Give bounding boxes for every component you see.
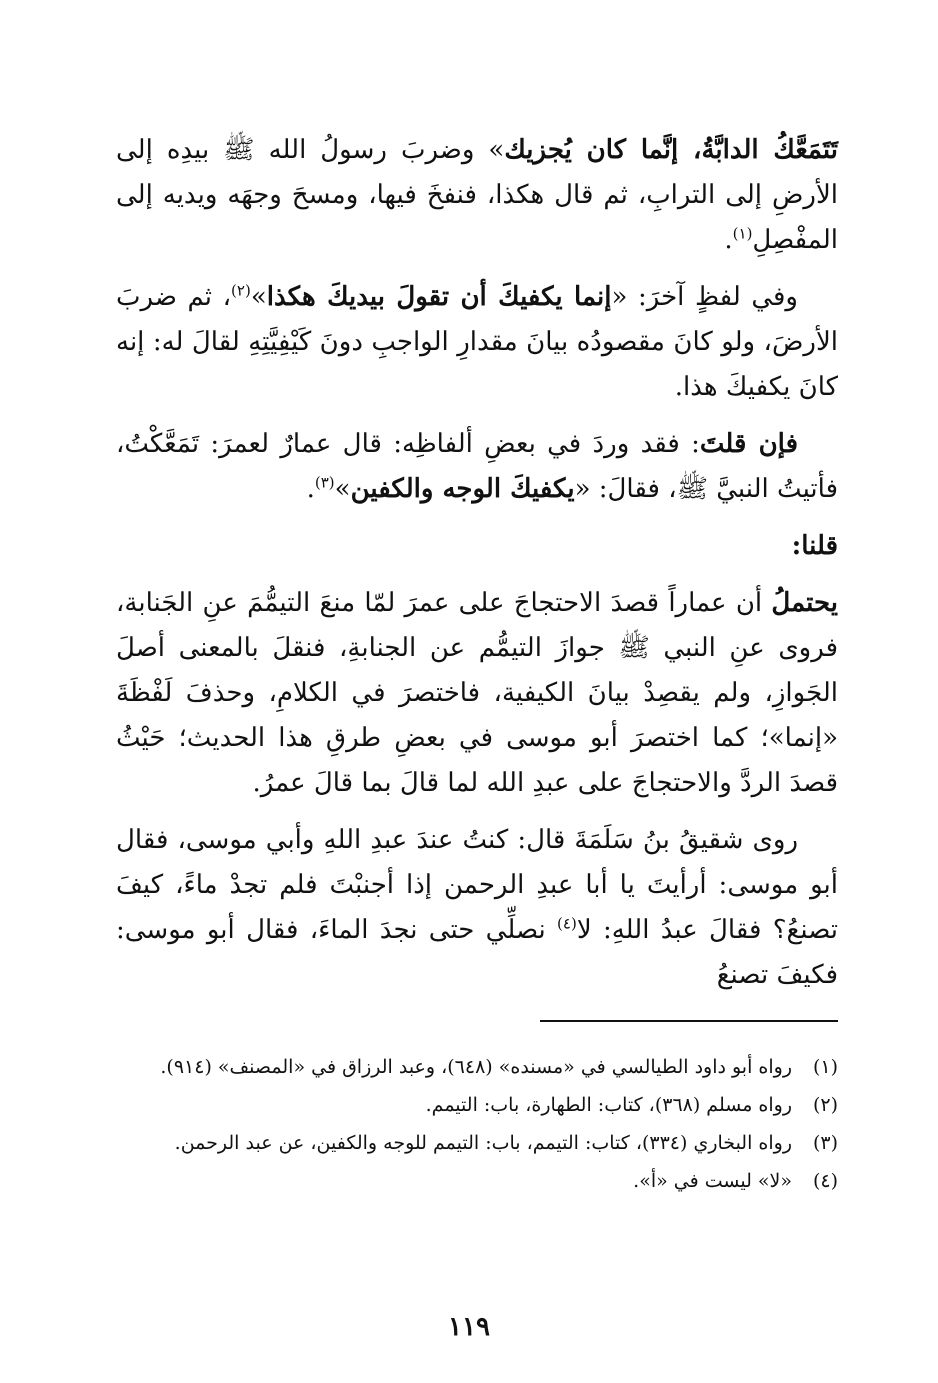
footnote-ref-1[interactable]: (١) <box>732 224 753 243</box>
text-run: » <box>334 474 351 504</box>
bold-phrase: يحتملُ <box>771 588 838 618</box>
footnotes <box>103 1050 838 1202</box>
footnote-item <box>103 1164 838 1198</box>
footnote-number: (٢) <box>812 1094 838 1116</box>
footnote-item <box>103 1050 838 1084</box>
text-run: : فقد وردَ في بعضِ ألفاظِه: قال عمارٌ لعمرَ: تَمَعَّكْتُ، فأتيتُ النبيَّ ﷺ، فقالَ: « <box>116 429 838 504</box>
footnote-text: «لا» ليست في «أ». <box>633 1170 792 1192</box>
main-text <box>116 128 838 1010</box>
paragraph-3 <box>116 422 838 512</box>
bold-phrase: فإن قلتَ <box>699 429 799 459</box>
footnote-number: (١) <box>812 1056 838 1078</box>
bold-phrase: يكفيكَ الوجه والكفين <box>350 474 575 504</box>
footnote-ref-3[interactable]: (٣) <box>314 473 335 492</box>
page-number: ١١٩ <box>448 1312 490 1342</box>
footnote-text: رواه مسلم (٣٦٨)، كتاب: الطهارة، باب: التيمم. <box>425 1094 792 1116</box>
footnote-number: (٣) <box>812 1132 838 1154</box>
text-run: روى شقيقُ بنُ سَلَمَةَ قال: كنتُ عندَ عبدِ اللهِ وأبي موسى، فقال أبو موسى: أرأيتَ يا أبا عبدِ الرحمن إذا أجنبْتَ فلم تجدْ ماءً، كيفَ تصنعُ؟ فقالَ عبدُ اللهِ: لا <box>116 825 838 945</box>
text-run: نصلِّي حتى نجدَ الماءَ، فقال أبو موسى: فكيفَ تصنعُ <box>116 915 838 990</box>
footnote-item <box>103 1126 838 1160</box>
bold-phrase: إنما يكفيكَ أن تقولَ بيديكَ هكذا <box>266 282 612 312</box>
text-run: . <box>724 225 733 255</box>
text-run: أن عماراً قصدَ الاحتجاجَ على عمرَ لمّا منعَ التيمُّمَ عنِ الجَنابة، فروى عنِ النبي ﷺ جوازَ التيمُّم عن الجنابةِ، فنقلَ بالمعنى أصلَ الجَوازِ، ولم يقصِدْ بيانَ الكيفية، فاختصرَ في الكلامِ، وحذفَ لَفْظَةَ «إنما»؛ كما اختصرَ أبو موسى في بعضِ طرقِ هذا الحديث؛ حَيْثُ قصدَ الردَّ والاحتجاجَ على عبدِ الله لما قالَ بما قالَ عمرُ. <box>116 588 839 798</box>
footnote-item <box>103 1088 838 1122</box>
bold-phrase: تَتَمَعَّكُ الدابَّةُ، إنَّما كان يُجزيك <box>504 135 838 165</box>
paragraph-2 <box>116 275 838 410</box>
text-run: وفي لفظٍ آخرَ: « <box>611 282 798 312</box>
text-run: . <box>306 474 315 504</box>
bold-heading: قلنا: <box>791 531 838 561</box>
text-run: » <box>250 282 267 312</box>
footnote-separator <box>540 1020 838 1022</box>
paragraph-4 <box>116 524 838 569</box>
paragraph-6 <box>116 818 838 998</box>
paragraph-5 <box>116 581 838 806</box>
paragraph-1 <box>116 128 838 263</box>
text-run: ، ثم ضربَ الأرضَ، ولو كانَ مقصودُه بيانَ مقدارِ الواجبِ دونَ كَيْفِيَّتِهِ لقالَ له: إنه كانَ يكفيكَ هذا. <box>116 282 838 402</box>
footnote-ref-4[interactable]: (٤) <box>557 914 577 933</box>
footnote-text: رواه البخاري (٣٣٤)، كتاب: التيمم، باب: التيمم للوجه والكفين، عن عبد الرحمن. <box>174 1132 792 1154</box>
text-run: » وضربَ رسولُ الله ﷺ بيدِه إلى الأرضِ إلى الترابِ، ثم قال هكذا، فنفخَ فيها، ومسحَ وجهَه ويديه إلى المفْصِلِ <box>116 135 838 255</box>
footnote-number: (٤) <box>812 1170 838 1192</box>
footnote-ref-2[interactable]: (٢) <box>231 281 251 300</box>
footnote-text: رواه أبو داود الطيالسي في «مسنده» (٦٤٨)، وعبد الرزاق في «المصنف» (٩١٤). <box>160 1056 792 1078</box>
